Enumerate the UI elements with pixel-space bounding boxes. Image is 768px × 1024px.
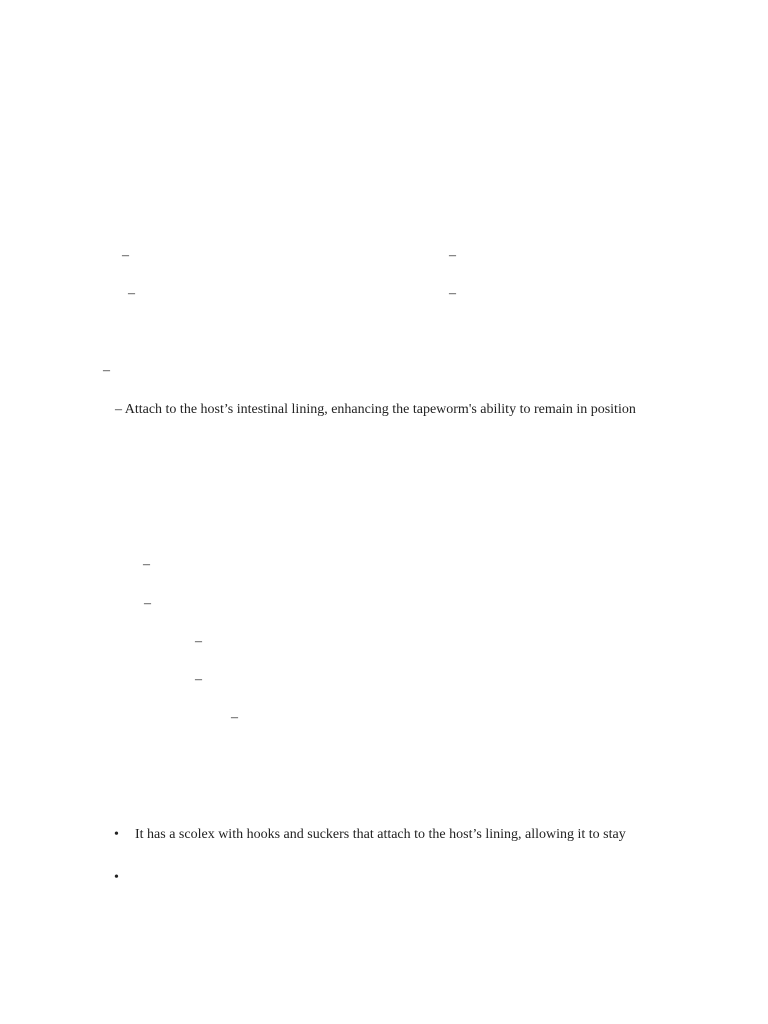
bullet-marker: • <box>114 827 119 842</box>
list-dash-marker: – <box>195 672 202 687</box>
list-dash-marker: – <box>143 557 150 572</box>
list-dash-marker: – <box>449 286 456 301</box>
scolex-bullet-text: It has a scolex with hooks and suckers that attach to the host’s lining, allowing it to stay <box>135 827 626 842</box>
list-dash-marker: – <box>128 286 135 301</box>
list-dash-marker: – <box>449 248 456 263</box>
list-dash-marker: – <box>122 248 129 263</box>
list-dash-marker: – <box>195 634 202 649</box>
bullet-marker: • <box>114 870 119 885</box>
list-dash-marker: – <box>103 363 110 378</box>
attach-description-line: – Attach to the host’s intestinal lining, enhancing the tapeworm's ability to remain in position <box>115 402 636 417</box>
list-dash-marker: – <box>231 710 238 725</box>
list-dash-marker: – <box>144 596 151 611</box>
